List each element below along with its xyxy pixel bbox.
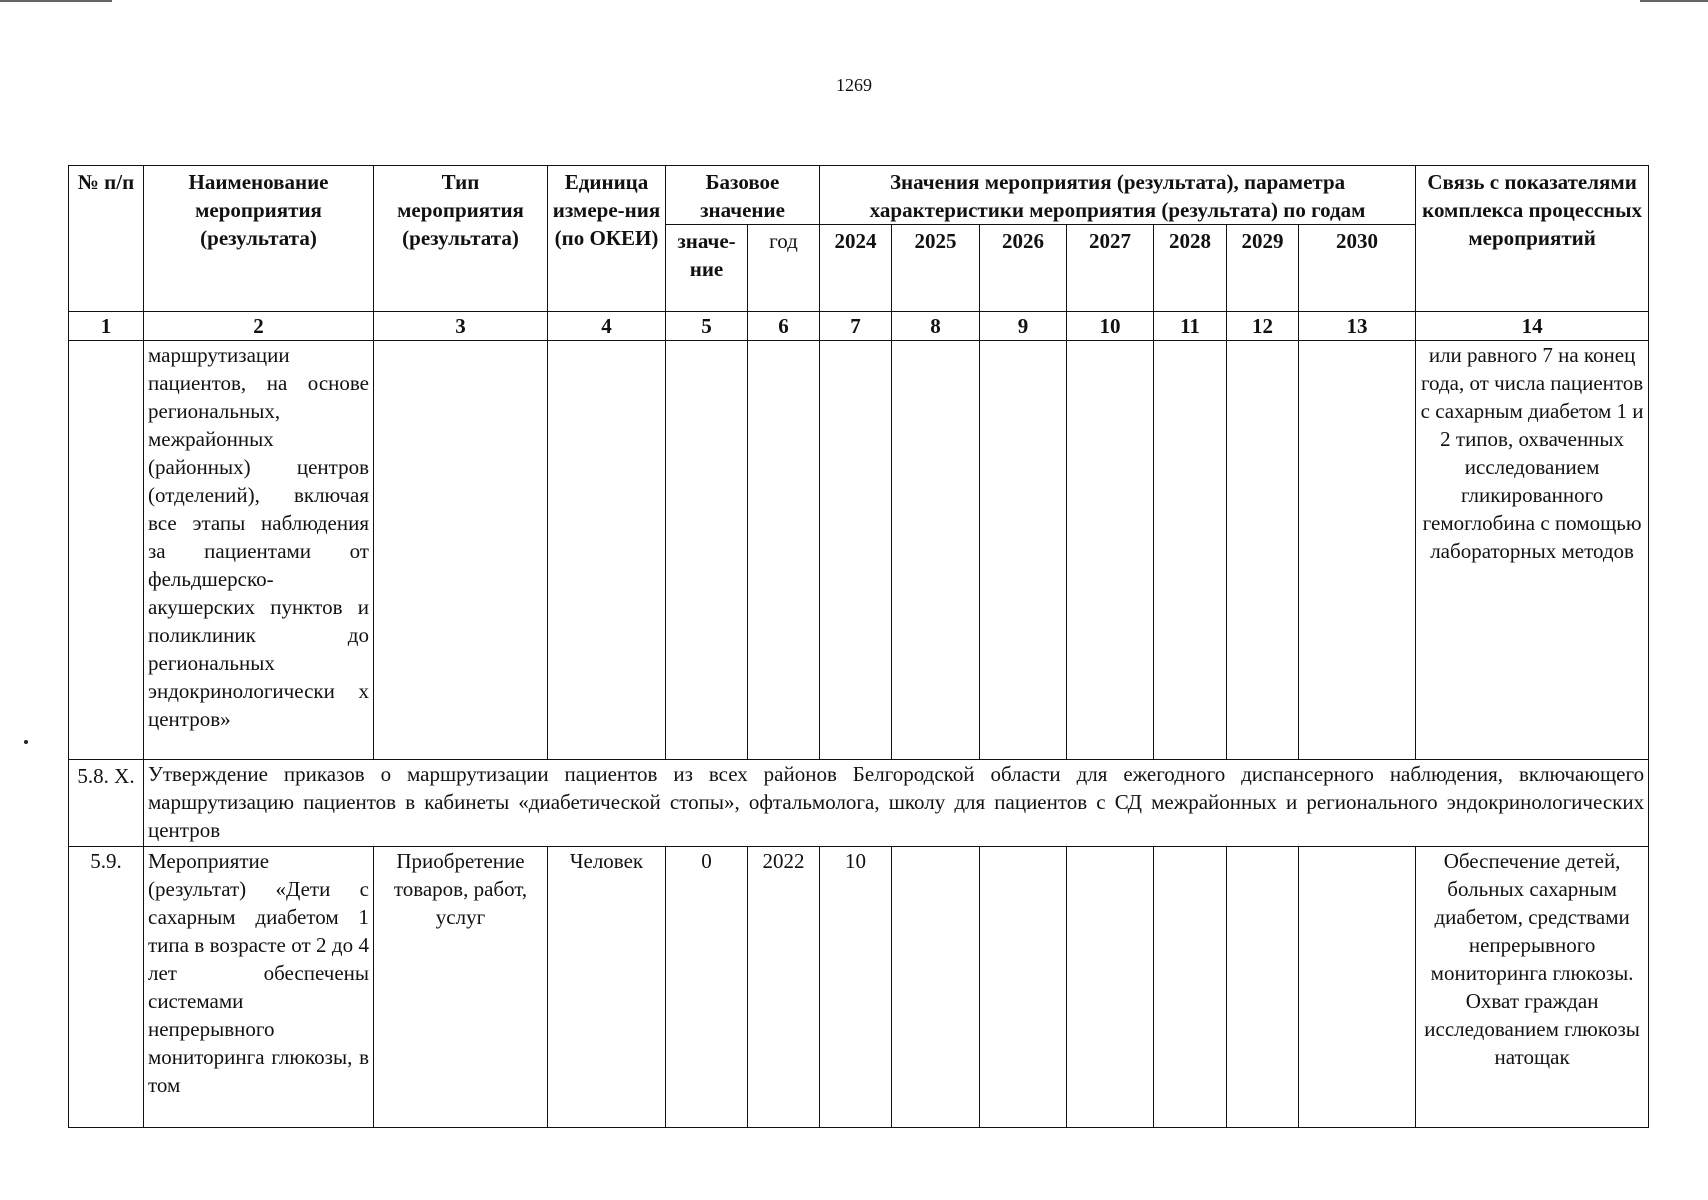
column-number: 6 — [748, 312, 820, 341]
table-row — [69, 847, 1649, 1128]
column-number: 13 — [1299, 312, 1416, 341]
row-name: Мероприятие (результат) «Дети с сахарным диабетом 1 типа в возрасте от 2 до 4 лет обеспечены системами непрерывного мониторинга глюкозы, в том — [144, 847, 374, 1128]
header-year: 2024 — [820, 225, 892, 312]
row-base-year — [748, 341, 820, 760]
margin-mark — [24, 740, 28, 744]
row-value-2029 — [1227, 847, 1299, 1128]
row-value-2024 — [820, 341, 892, 760]
header-link: Связь с показателями комплекса процессных мероприятий — [1416, 166, 1649, 312]
column-number: 5 — [666, 312, 748, 341]
row-value-2025 — [892, 341, 980, 760]
column-number: 4 — [548, 312, 666, 341]
header-year: 2027 — [1067, 225, 1154, 312]
row-value-2028 — [1154, 847, 1227, 1128]
row-value-2029 — [1227, 341, 1299, 760]
page-number: 1269 — [836, 75, 872, 95]
row-type: Приобретение товаров, работ, услуг — [374, 847, 548, 1128]
row-value-2024: 10 — [820, 847, 892, 1128]
row-value-2027 — [1067, 847, 1154, 1128]
row-unit: Человек — [548, 847, 666, 1128]
column-number: 12 — [1227, 312, 1299, 341]
column-number: 14 — [1416, 312, 1649, 341]
column-number: 7 — [820, 312, 892, 341]
row-value-2026 — [980, 847, 1067, 1128]
row-link: или равного 7 на конец года, от числа пациентов с сахарным диабетом 1 и 2 типов, охваченных исследованием гликированного гемоглобина с помощью лабораторных методов — [1416, 341, 1649, 760]
table-row — [69, 760, 1649, 847]
row-link: Обеспечение детей, больных сахарным диабетом, средствами непрерывного мониторинга глюкозы. Охват граждан исследованием глюкозы натощак — [1416, 847, 1649, 1128]
row-num: 5.8. Х. — [69, 760, 144, 847]
row-type — [374, 341, 548, 760]
row-value-2026 — [980, 341, 1067, 760]
header-year: 2026 — [980, 225, 1067, 312]
row-unit — [548, 341, 666, 760]
row-base-value — [666, 341, 748, 760]
header-num: № п/п — [69, 166, 144, 312]
top-rule-left — [0, 0, 112, 2]
header-base-year: год — [748, 225, 820, 312]
column-number: 8 — [892, 312, 980, 341]
header-year: 2025 — [892, 225, 980, 312]
row-name: маршрутизации пациентов, на основе региональных, межрайонных (районных) центров (отделений), включая все этапы наблюдения за пациентами от фельдшерско-акушерских пунктов и поликлиник до региональных эндокринологически х центров» — [144, 341, 374, 760]
header-unit: Единица измере-ния (по ОКЕИ) — [548, 166, 666, 312]
header-base: Базовое значение — [666, 166, 820, 225]
row-value-2030 — [1299, 341, 1416, 760]
measures-table — [68, 165, 1649, 1128]
top-rule-right — [1640, 0, 1708, 2]
table-row — [69, 341, 1649, 760]
header-name: Наименование мероприятия (результата) — [144, 166, 374, 312]
column-number: 11 — [1154, 312, 1227, 341]
column-number: 3 — [374, 312, 548, 341]
header-base-value: значе-ние — [666, 225, 748, 312]
row-value-2025 — [892, 847, 980, 1128]
row-base-value: 0 — [666, 847, 748, 1128]
header-year: 2028 — [1154, 225, 1227, 312]
row-value-2027 — [1067, 341, 1154, 760]
row-num — [69, 341, 144, 760]
column-number: 1 — [69, 312, 144, 341]
header-year: 2029 — [1227, 225, 1299, 312]
header-values-by-year: Значения мероприятия (результата), параметра характеристики мероприятия (результата) по годам — [820, 166, 1416, 225]
row-value-2030 — [1299, 847, 1416, 1128]
column-number: 9 — [980, 312, 1067, 341]
row-base-year: 2022 — [748, 847, 820, 1128]
header-year: 2030 — [1299, 225, 1416, 312]
column-number: 10 — [1067, 312, 1154, 341]
row-span-text: Утверждение приказов о маршрутизации пациентов из всех районов Белгородской области для ежегодного диспансерного наблюдения, включающего маршрутизацию пациентов в кабинеты «диабетической стопы», офтальмолога, школу для пациентов с СД межрайонных и регионального эндокринологических центров — [144, 760, 1649, 847]
header-type: Тип мероприятия (результата) — [374, 166, 548, 312]
row-value-2028 — [1154, 341, 1227, 760]
column-number: 2 — [144, 312, 374, 341]
row-num: 5.9. — [69, 847, 144, 1128]
